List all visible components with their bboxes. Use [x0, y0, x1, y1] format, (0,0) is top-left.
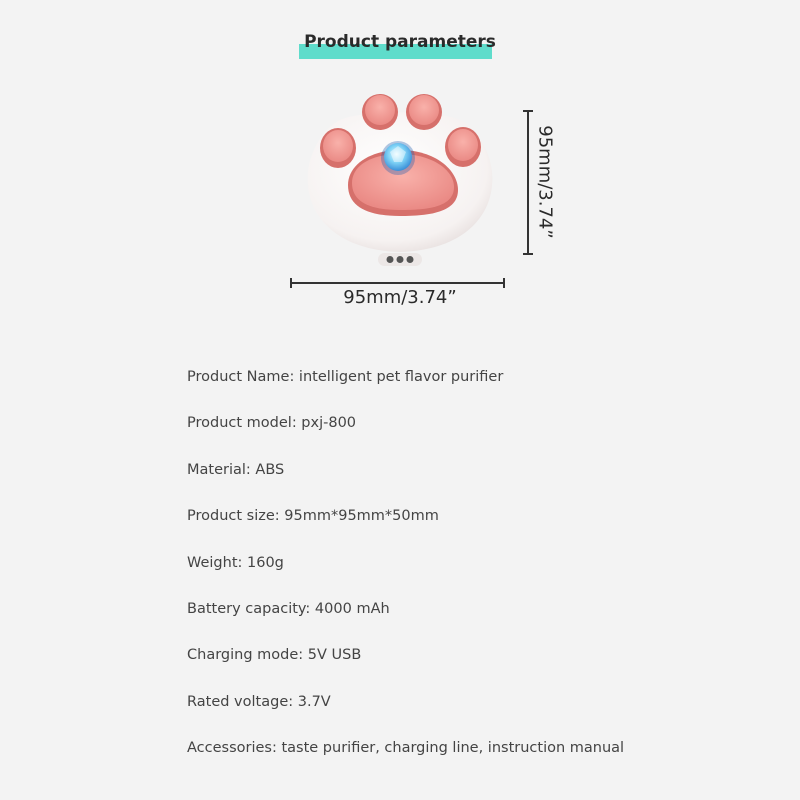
spec-list: [187, 367, 624, 785]
spec-product-name: Product Name: intelligent pet flavor purifier: [187, 369, 504, 385]
spec-product-model: Product model: pxj-800: [187, 415, 357, 432]
spec-product-size: Product size: 95mm*95mm*50mm: [187, 508, 439, 525]
spec-weight: Weight: 160g: [187, 554, 284, 571]
height-dimension-label: 95mm/3.74”: [534, 125, 556, 239]
spec-accessories: Accessories: taste purifier, charging line, instruction manual: [187, 740, 625, 757]
height-dimension-tick-bottom: [523, 253, 533, 255]
width-dimension-label: 95mm/3.74”: [343, 287, 457, 308]
spec-charging-mode: Charging mode: 5V USB: [187, 647, 362, 664]
width-dimension-bar: [290, 282, 505, 284]
height-dimension-line: [522, 110, 534, 255]
height-dimension-bar: [527, 110, 529, 255]
height-dimension-tick-top: [523, 110, 533, 112]
cat-paw-purifier-illustration: [300, 90, 500, 270]
spec-rated-voltage: Rated voltage: 3.7V: [187, 693, 331, 710]
product-image: [300, 90, 500, 270]
title-area: [0, 30, 800, 70]
page-title: Product parameters: [304, 32, 496, 52]
spec-material: Material: ABS: [187, 461, 285, 478]
spec-battery-capacity: Battery capacity: 4000 mAh: [187, 600, 390, 617]
